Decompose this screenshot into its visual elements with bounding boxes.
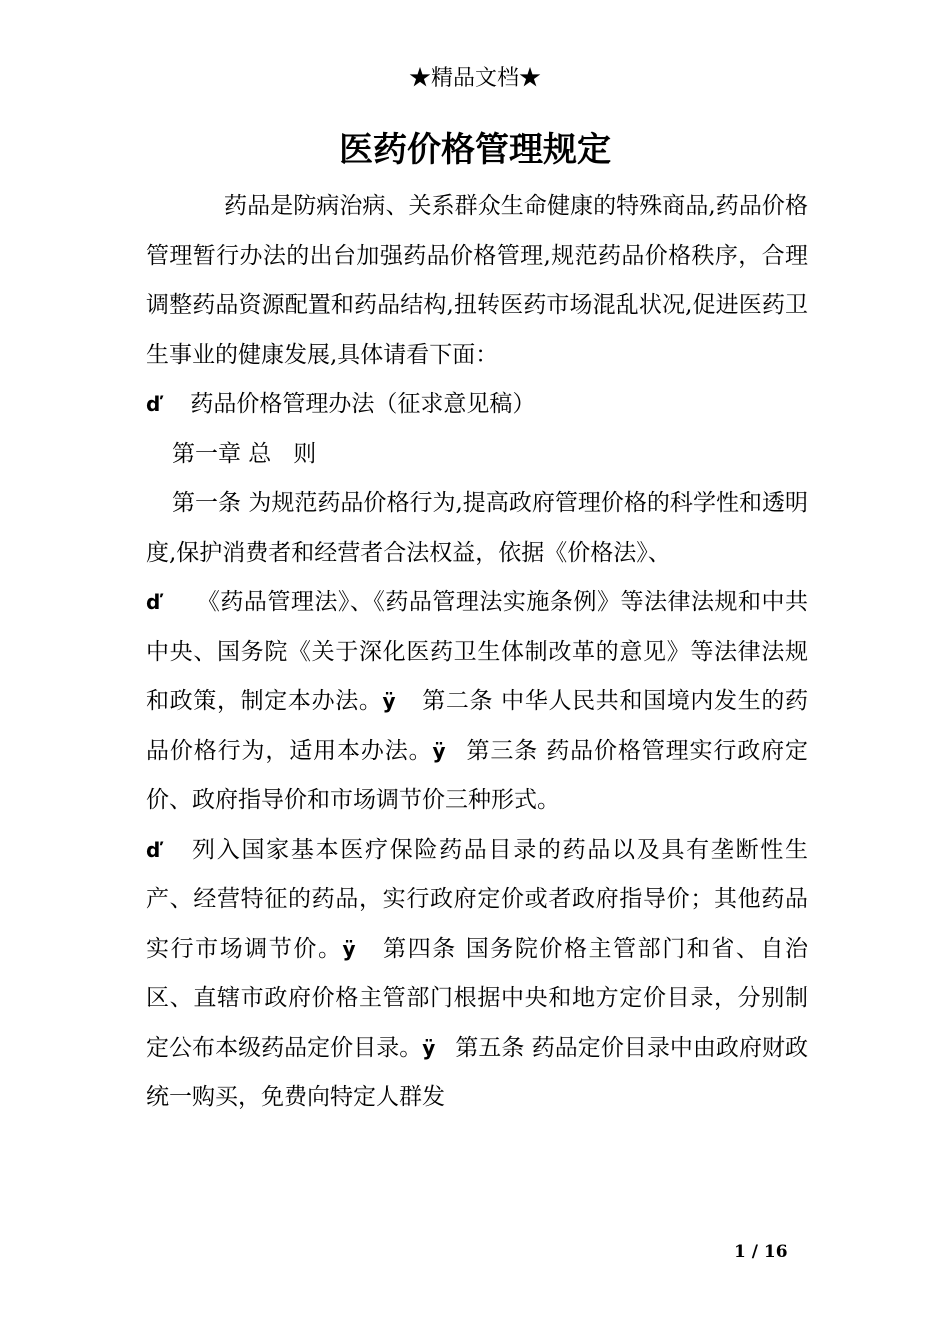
paragraph-text: 第一章 总 则 [172, 440, 317, 467]
paragraph-mark: ÿ [422, 1035, 436, 1060]
paragraph-text: 药品价格管理办法（征求意见稿） [190, 391, 536, 417]
paragraph-text: 《药品管理法》、《药品管理法实施条例》等法律法规和中共中央、国务院《关于深化医药卫生体制改革的意见》等法律法规和政策，制定本办法。 [146, 589, 808, 714]
paragraph [146, 578, 808, 826]
document-body [146, 182, 808, 1123]
paragraph-text: 第五条 药品定价目录中由政府财政统一购买，免费向特定人群发 [146, 1034, 809, 1110]
paragraph-text: 药品是防病治病、关系群众生命健康的特殊商品,药品价格管理暂行办法的出台加强药品价格管理,规范药品价格秩序，合理调整药品资源配置和药品结构,扭转医药市场混乱状况,促进医药卫生事业的健康发展,具体请看下面： [146, 193, 808, 368]
paragraph-mark: ÿ [382, 689, 396, 713]
chapter-heading [146, 430, 808, 480]
bullet-mark: ď [146, 837, 161, 862]
intro-paragraph [146, 182, 808, 380]
document-title: 医药价格管理规定 [339, 130, 611, 170]
paragraph-text: 第二条 中华人民共和国境内发生的药品价格行为，适用本办法。 [146, 688, 809, 764]
page-header: ★精品文档★ [408, 66, 541, 91]
paragraph [146, 826, 808, 1123]
paragraph-text: 第一条 为规范药品价格行为,提高政府管理价格的科学性和透明度,保护消费者和经营者合法权益，依据《价格法》、 [146, 490, 808, 566]
bullet-mark: ď [146, 392, 161, 416]
paragraph [146, 380, 808, 430]
paragraph-text: 列入国家基本医疗保险药品目录的药品以及具有垄断性生产、经营特征的药品，实行政府定价或者政府指导价；其他药品实行市场调节价。 [146, 836, 808, 962]
paragraph-text: 第三条 药品价格管理实行政府定价、政府指导价和市场调节价三种形式。 [146, 737, 809, 813]
bullet-mark: ď [146, 590, 161, 614]
article-paragraph [146, 479, 808, 578]
paragraph-text: 第四条 国务院价格主管部门和省、自治区、直辖市政府价格主管部门根据中央和地方定价目录，分别制定公布本级药品定价目录。 [146, 935, 809, 1061]
paragraph-mark: ÿ [342, 936, 356, 961]
paragraph-mark: ÿ [432, 738, 446, 763]
page-number: 1 / 16 [734, 1242, 788, 1262]
